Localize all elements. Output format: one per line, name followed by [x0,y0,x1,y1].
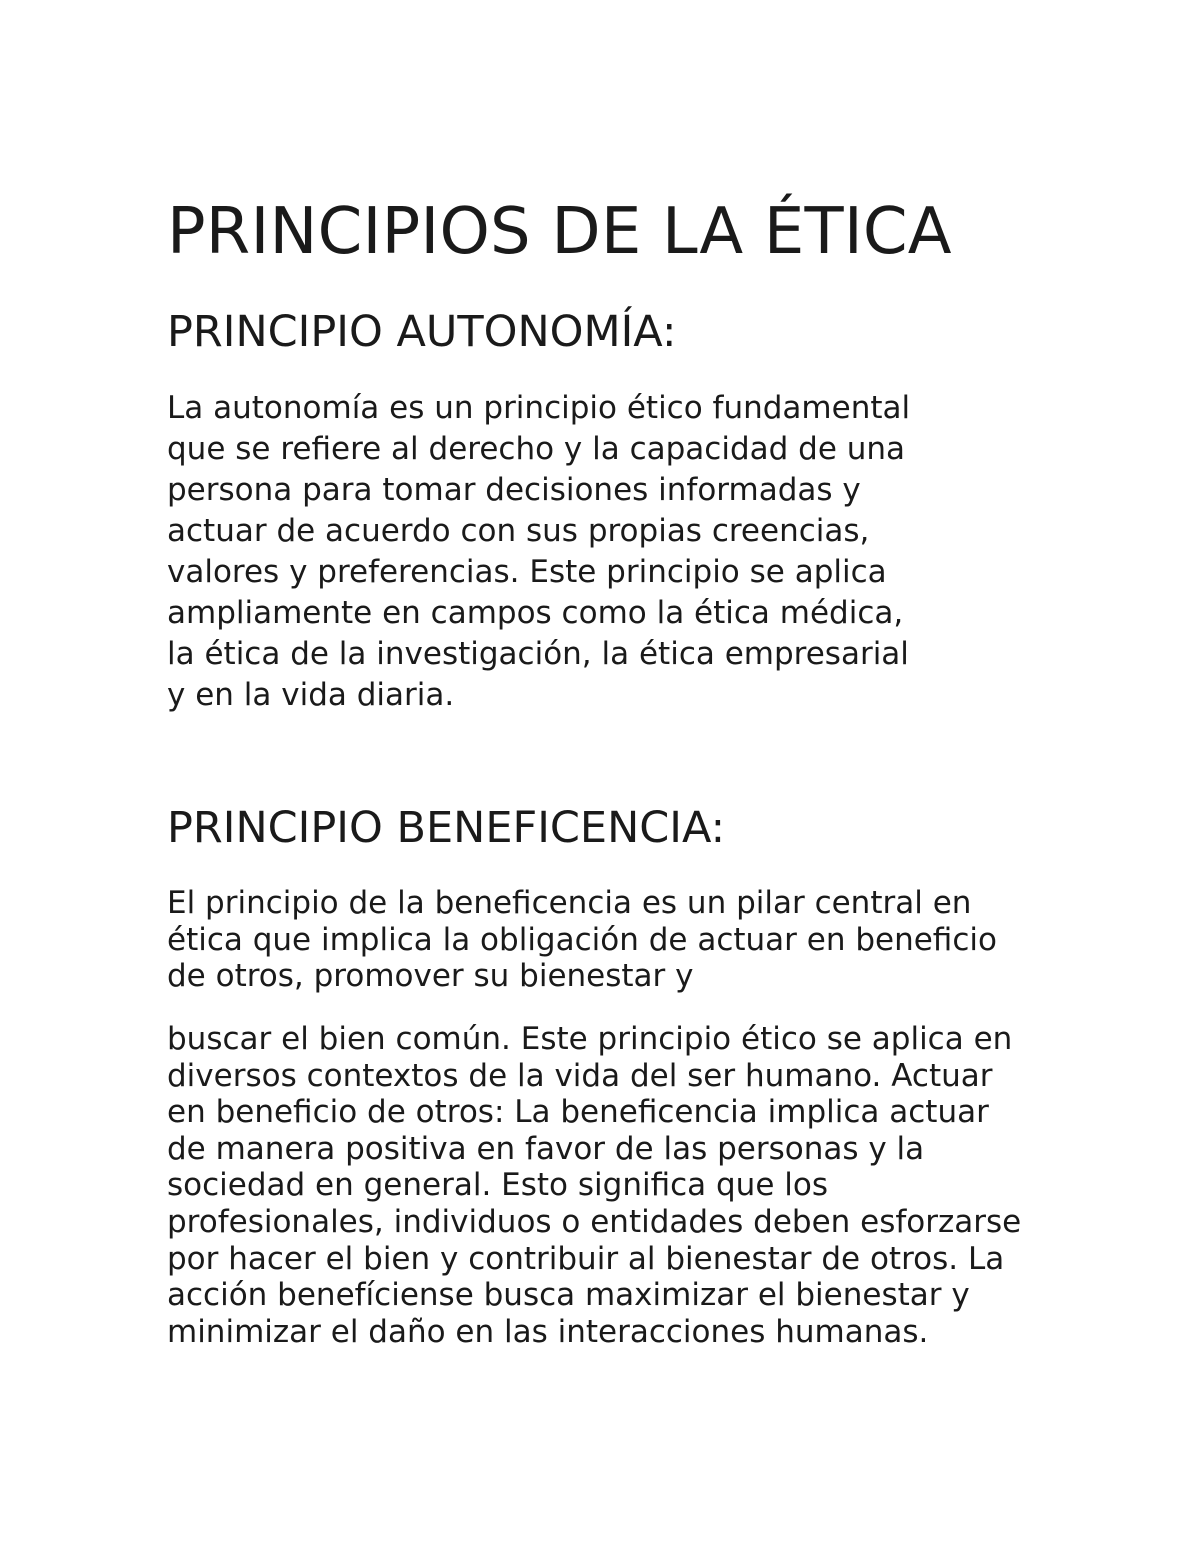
paragraph-line: ética que implica la obligación de actuar en beneficio [167,921,997,958]
paragraph-line: que se refiere al derecho y la capacidad de una [167,431,906,467]
document-title: PRINCIPIOS DE LA ÉTICA [167,195,952,269]
paragraph-line: profesionales, individuos o entidades deben esforzarse [167,1203,1022,1240]
paragraph-line: de manera positiva en favor de las personas y la [167,1130,925,1167]
paragraph-line: La autonomía es un principio ético fundamental [167,390,911,426]
paragraph-line: actuar de acuerdo con sus propias creencias, [167,513,870,549]
paragraph-autonomia [167,388,910,716]
section-heading-autonomia: PRINCIPIO AUTONOMÍA: [167,307,677,357]
paragraph-line: en beneficio de otros: La beneficencia implica actuar [167,1094,989,1131]
section-heading-beneficencia: PRINCIPIO BENEFICENCIA: [167,803,726,853]
paragraph-beneficencia-body [167,1021,1021,1350]
paragraph-line: acción benefíciense busca maximizar el bienestar y [167,1277,970,1314]
paragraph-line: por hacer el bien y contribuir al bienestar de otros. La [167,1240,1005,1277]
paragraph-line: y en la vida diaria. [167,677,455,713]
paragraph-line: persona para tomar decisiones informadas y [167,472,861,508]
paragraph-beneficencia-intro [167,885,997,995]
paragraph-line: diversos contextos de la vida del ser humano. Actuar [167,1057,993,1094]
paragraph-line: de otros, promover su bienestar y [167,958,694,995]
paragraph-line: valores y preferencias. Este principio se aplica [167,554,887,590]
paragraph-line: buscar el bien común. Este principio ético se aplica en [167,1021,1013,1057]
paragraph-line: sociedad en general. Esto significa que los [167,1167,828,1204]
paragraph-line: minimizar el daño en las interacciones humanas. [167,1313,929,1350]
paragraph-line: El principio de la beneficencia es un pilar central en [167,885,972,921]
paragraph-line: ampliamente en campos como la ética médica, [167,595,904,631]
paragraph-line: la ética de la investigación, la ética empresarial [167,636,909,672]
